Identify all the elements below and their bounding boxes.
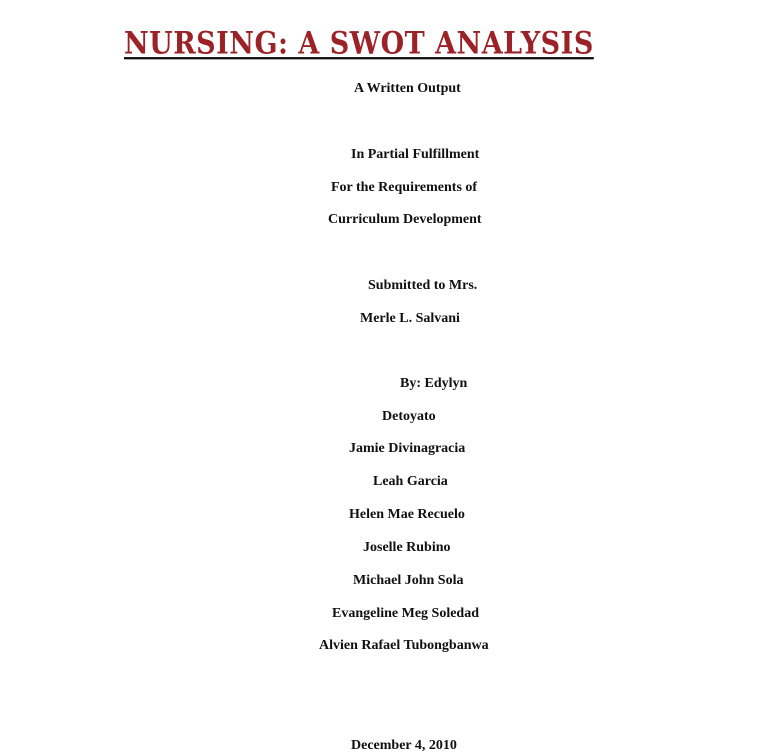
author-line: Jamie Divinagracia xyxy=(349,441,466,456)
document-title: NURSING: A SWOT ANALYSIS xyxy=(124,26,594,62)
subtitle: A Written Output xyxy=(354,81,461,96)
document-date: December 4, 2010 xyxy=(351,738,457,753)
submitted-to-label: Submitted to Mrs. xyxy=(368,278,478,293)
submitted-to-name: Merle L. Salvani xyxy=(360,311,460,326)
fulfillment-line-2: For the Requirements of xyxy=(331,180,478,195)
author-line: Joselle Rubino xyxy=(363,540,451,555)
fulfillment-line-3: Curriculum Development xyxy=(328,212,482,227)
author-line: Leah Garcia xyxy=(373,474,448,489)
author-line: Michael John Sola xyxy=(353,573,464,588)
author-line: Helen Mae Recuelo xyxy=(349,507,465,522)
author-line: Detoyato xyxy=(382,409,436,424)
author-line: Alvien Rafael Tubongbanwa xyxy=(319,638,489,653)
author-line: Evangeline Meg Soledad xyxy=(332,606,480,621)
fulfillment-line-1: In Partial Fulfillment xyxy=(351,147,480,162)
author-line: By: Edylyn xyxy=(400,376,468,391)
